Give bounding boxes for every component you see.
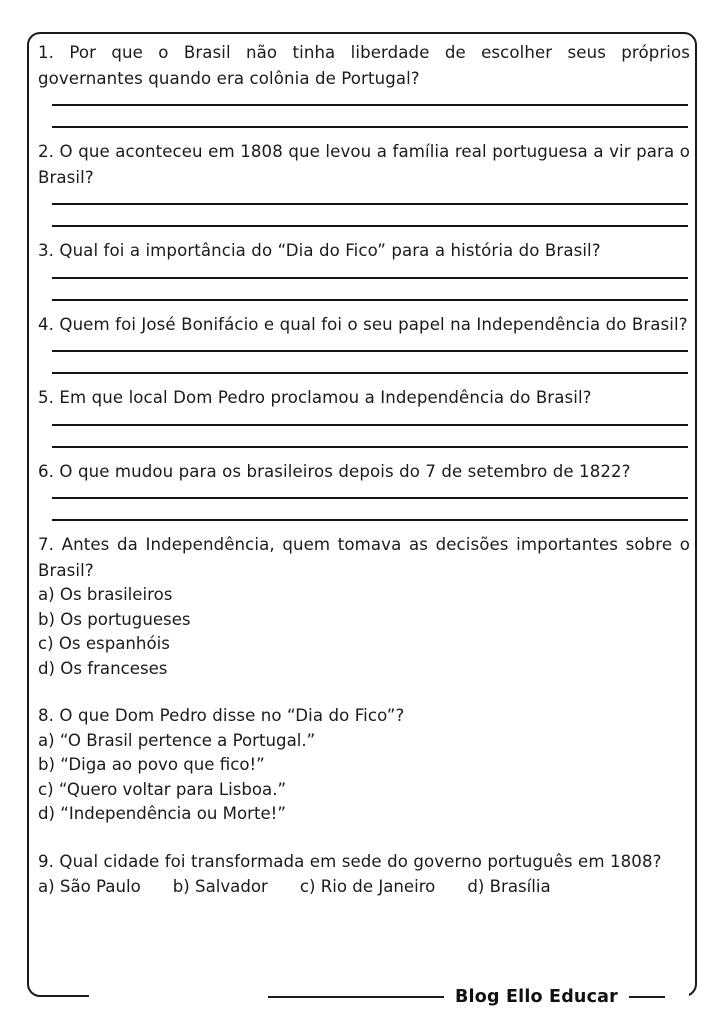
footer-rule-left — [268, 996, 444, 998]
answer-lines-2 — [52, 203, 688, 227]
question-text-4: 4. Quem foi José Bonifácio e qual foi o seu papel na Independência do Brasil? — [38, 314, 688, 334]
question-text-3: 3. Qual foi a importância do “Dia do Fico” para a história do Brasil? — [38, 241, 601, 260]
answer-lines-5 — [52, 424, 688, 448]
option-item[interactable]: a) “O Brasil pertence a Portugal.” — [38, 730, 316, 750]
question-text-6: 6. O que mudou para os brasileiros depois do 7 de setembro de 1822? — [38, 461, 631, 481]
option-item[interactable]: c) Os espanhóis — [38, 634, 170, 653]
question-block-5 — [38, 385, 690, 459]
question-text-7: 7. Antes da Independência, quem tomava as decisões importantes sobre o Brasil? — [38, 535, 690, 580]
question-text-1: 1. Por que o Brasil não tinha liberdade de escolher seus próprios governantes quando era colônia de Portugal? — [38, 43, 690, 88]
option-item[interactable]: a) São Paulo — [38, 877, 141, 896]
answer-line[interactable] — [52, 203, 688, 205]
footer-brand-bar — [29, 987, 699, 1007]
question-text-2: 2. O que aconteceu em 1808 que levou a família real portuguesa a vir para o Brasil? — [38, 142, 690, 187]
question-block-8 — [38, 703, 690, 849]
option-item[interactable]: d) Brasília — [467, 877, 551, 896]
question-text-8: 8. O que Dom Pedro disse no “Dia do Fico”? — [38, 706, 405, 725]
option-item[interactable]: c) Rio de Janeiro — [299, 877, 436, 896]
answer-line[interactable] — [52, 424, 688, 426]
question-block-9 — [38, 849, 690, 900]
answer-line[interactable] — [52, 277, 688, 279]
answer-lines-6 — [52, 497, 688, 521]
answer-line[interactable] — [52, 497, 688, 499]
worksheet-frame — [27, 32, 697, 1007]
option-item[interactable]: b) “Diga ao povo que fico!” — [38, 755, 265, 774]
question-text-5: 5. Em que local Dom Pedro proclamou a Independência do Brasil? — [38, 388, 592, 407]
answer-lines-4 — [52, 350, 688, 374]
option-item[interactable]: b) Salvador — [172, 877, 268, 896]
footer-rule-right — [629, 996, 665, 998]
question-block-3 — [38, 238, 690, 312]
option-item[interactable]: d) “Independência ou Morte!” — [38, 804, 286, 823]
options-list-8 — [38, 729, 690, 827]
option-item[interactable]: b) Os portugueses — [38, 609, 191, 629]
question-block-7 — [38, 532, 690, 703]
question-block-6 — [38, 459, 690, 533]
brand-label: Blog Ello Educar — [455, 987, 618, 1007]
answer-line[interactable] — [52, 350, 688, 352]
options-list-7 — [38, 583, 690, 681]
option-item[interactable]: d) Os franceses — [38, 658, 168, 678]
options-list-9 — [38, 875, 690, 900]
answer-line[interactable] — [52, 104, 688, 106]
option-item[interactable]: c) “Quero voltar para Lisboa.” — [38, 779, 287, 799]
option-item[interactable]: a) Os brasileiros — [38, 585, 173, 604]
answer-lines-1 — [52, 104, 688, 128]
answer-lines-3 — [52, 277, 688, 301]
question-block-2 — [38, 139, 690, 238]
question-block-1 — [38, 40, 690, 139]
question-text-9: 9. Qual cidade foi transformada em sede do governo português em 1808? — [38, 851, 662, 871]
questions-container — [38, 40, 690, 900]
question-block-4 — [38, 312, 690, 386]
